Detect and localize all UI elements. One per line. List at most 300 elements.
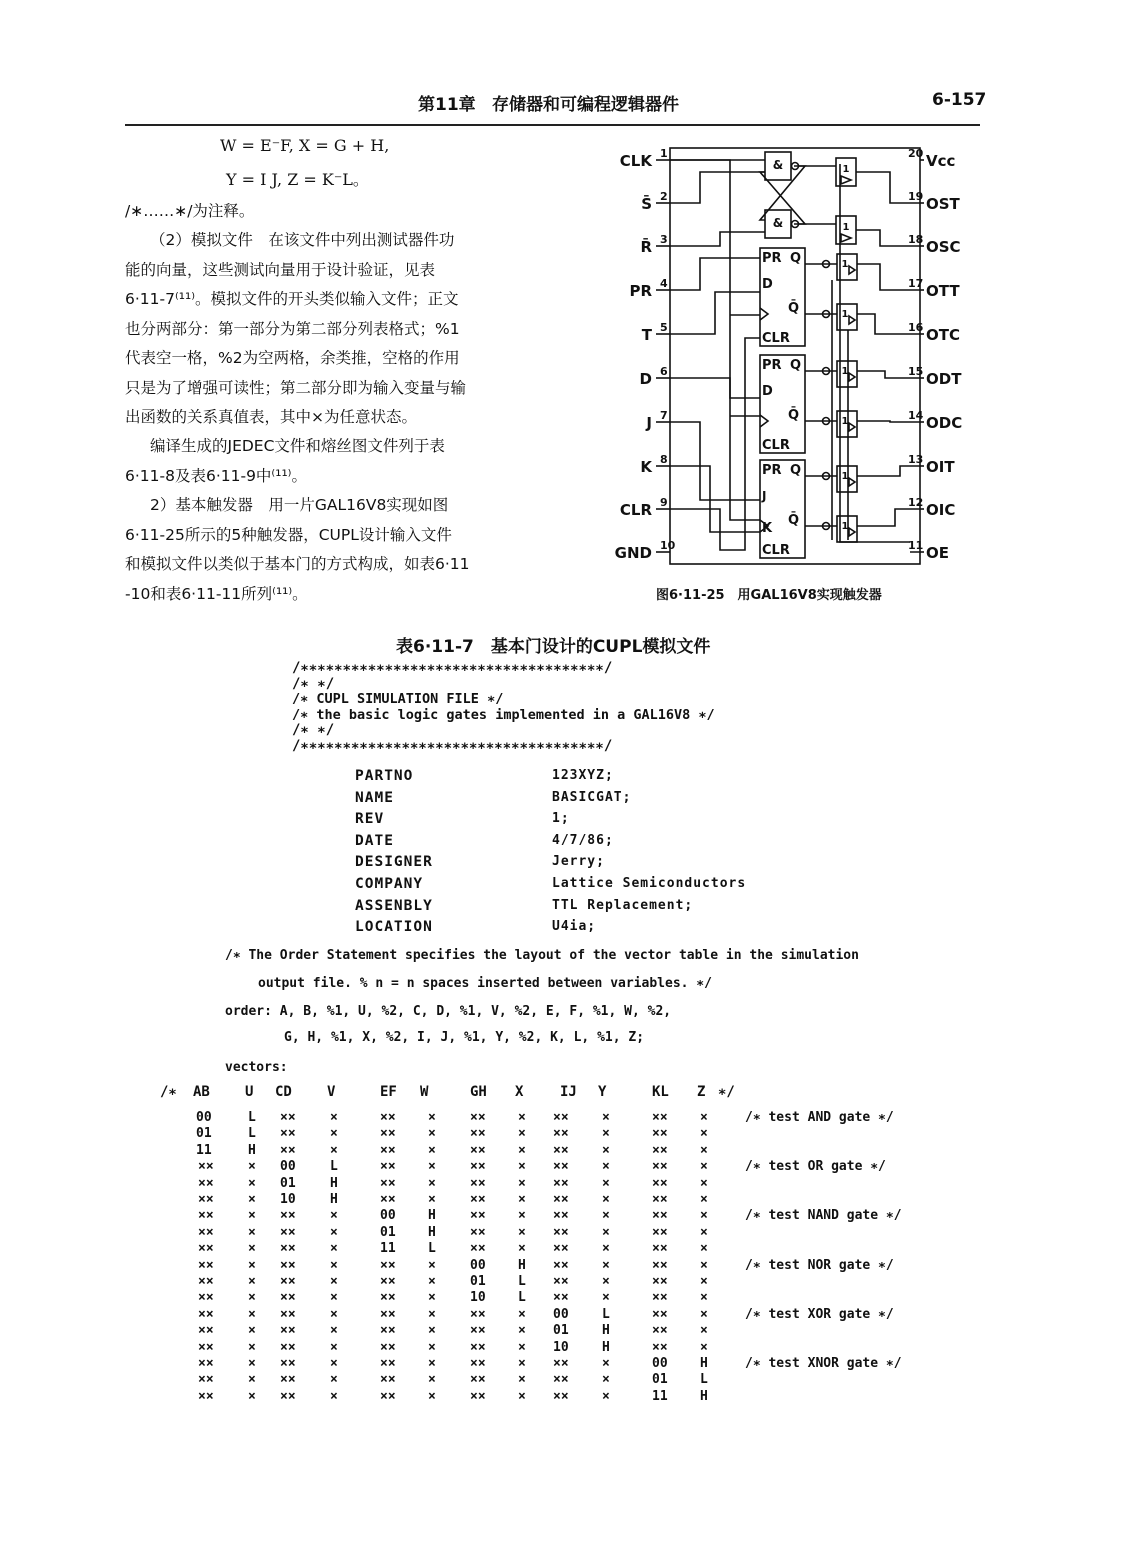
vector-cell: ×× — [652, 1290, 668, 1306]
vector-header-cell: GH — [470, 1084, 487, 1100]
vector-cell: × — [518, 1372, 526, 1388]
chapter-title: 存储器和可编程逻辑器件 — [492, 95, 679, 115]
vector-cell: ×× — [553, 1257, 569, 1273]
vector-cell: × — [700, 1290, 708, 1306]
vector-cell: L — [248, 1126, 256, 1142]
vector-cell: ×× — [198, 1175, 214, 1191]
vector-cell: × — [700, 1175, 708, 1191]
order-comment-line-2: output file. % n = n spaces inserted between variables. ∗/ — [258, 976, 712, 991]
vector-cell: 00 — [380, 1208, 396, 1224]
vector-cell: ×× — [280, 1257, 296, 1273]
pin-label: ODT — [926, 370, 962, 388]
vector-cell: ×× — [280, 1290, 296, 1306]
pin-label: CLK — [619, 152, 652, 170]
vector-cell: L — [248, 1110, 256, 1125]
pin-number: 5 — [660, 321, 668, 334]
field-value: 4/7/86; — [552, 832, 614, 848]
clock-triangle — [760, 308, 768, 320]
vector-cell: × — [330, 1110, 338, 1125]
vector-cell: ×× — [470, 1323, 486, 1339]
vector-cell: × — [330, 1274, 338, 1289]
vector-cell: ×× — [198, 1274, 214, 1289]
vector-cell: × — [428, 1192, 436, 1207]
header-box-line: /∗ the basic logic gates implemented in a GAL16V8 ∗/ — [292, 706, 715, 723]
vector-cell: × — [330, 1323, 338, 1339]
vector-cell: × — [700, 1306, 708, 1322]
vector-cell: ×× — [553, 1126, 569, 1142]
buffer-symbol: 1 — [841, 366, 849, 377]
page-number: 6-157 — [932, 90, 987, 110]
vector-cell: × — [248, 1339, 256, 1355]
field-value: BASICGAT; — [552, 789, 632, 805]
vector-cell: × — [428, 1274, 436, 1289]
vector-cell: ×× — [470, 1372, 486, 1388]
field-key: DESIGNER — [355, 854, 433, 871]
vector-cell: ×× — [380, 1356, 396, 1371]
field-value: TTL Replacement; — [552, 897, 694, 913]
paragraph-line: 6·11-8及表6·11-9中⁽¹¹⁾。 — [125, 466, 307, 485]
vector-cell: 01 — [280, 1175, 296, 1191]
vector-cell: 01 — [380, 1224, 396, 1240]
vector-cell: ×× — [380, 1192, 396, 1207]
gate-symbol: & — [772, 216, 784, 230]
vector-cell: ×× — [652, 1224, 668, 1240]
vector-cell: ×× — [652, 1306, 668, 1322]
vector-cell: × — [248, 1274, 256, 1289]
vector-cell: ×× — [652, 1159, 668, 1175]
paragraph-line: （2）模拟文件 在该文件中列出测试器件功 — [150, 231, 455, 249]
vector-cell: ×× — [198, 1257, 214, 1273]
vector-cell: × — [602, 1126, 610, 1142]
vector-cell: × — [330, 1372, 338, 1388]
table-title: 表6·11-7 基本门设计的CUPL模拟文件 — [396, 637, 711, 657]
buffer-symbol: 1 — [842, 164, 850, 175]
vector-header-cell: AB — [193, 1084, 210, 1100]
vector-header-cell: CD — [275, 1084, 292, 1100]
vector-header-cell: ∗/ — [718, 1084, 735, 1100]
vector-cell: × — [602, 1290, 610, 1306]
vector-cell: ×× — [198, 1388, 214, 1404]
vector-cell: ×× — [198, 1159, 214, 1175]
vector-cell: × — [428, 1159, 436, 1175]
ff-clr-label: CLR — [762, 543, 790, 558]
vector-header-cell: Y — [598, 1084, 607, 1100]
vector-cell: × — [248, 1175, 256, 1191]
vector-cell: × — [428, 1126, 436, 1142]
vector-cell: × — [248, 1372, 256, 1388]
vector-cell: 01 — [470, 1274, 486, 1289]
field-key: DATE — [355, 832, 394, 849]
vector-cell: L — [700, 1372, 708, 1388]
equation-line-2: Y = I J, Z = K⁻L。 — [226, 170, 369, 189]
pin-number: 9 — [660, 496, 668, 509]
paragraph-line: 2）基本触发器 用一片GAL16V8实现如图 — [150, 496, 449, 514]
vector-cell: ×× — [553, 1224, 569, 1240]
vector-cell: ×× — [470, 1126, 486, 1142]
vector-cell: × — [700, 1126, 708, 1142]
order-statement-line-2: G, H, %1, X, %2, I, J, %1, Y, %2, K, L, %1, Z; — [284, 1030, 645, 1045]
pin-number: 1 — [660, 147, 668, 160]
header-box-line: /∗ CUPL SIMULATION FILE ∗/ — [292, 691, 504, 707]
pin-number: 4 — [660, 277, 668, 290]
vector-cell: × — [518, 1356, 526, 1371]
vector-cell: 10 — [470, 1290, 486, 1306]
vector-cell: ×× — [280, 1274, 296, 1289]
vector-cell: ×× — [652, 1175, 668, 1191]
vector-header-cell: V — [327, 1084, 336, 1100]
vector-cell: × — [518, 1159, 526, 1175]
field-key: REV — [355, 811, 385, 828]
vector-cell: × — [700, 1339, 708, 1355]
gate-symbol: & — [772, 158, 784, 172]
vector-cell: ×× — [470, 1356, 486, 1371]
vector-cell: L — [518, 1274, 526, 1289]
pin-label: OIT — [926, 458, 955, 476]
buffer-triangle — [849, 373, 855, 381]
vector-cell: ×× — [553, 1192, 569, 1207]
vector-cell: ×× — [198, 1192, 214, 1207]
vector-cell: ×× — [198, 1208, 214, 1224]
pin-label: J — [646, 414, 652, 432]
vector-cell: × — [518, 1241, 526, 1257]
pin-number: 20 — [908, 147, 924, 160]
vector-header-cell: IJ — [560, 1084, 577, 1100]
vector-cell: × — [700, 1241, 708, 1257]
pin-label: OIC — [926, 501, 956, 519]
header-box-line: /∗ ∗/ — [292, 722, 335, 738]
vector-cell: H — [602, 1339, 610, 1355]
vector-cell: ×× — [652, 1142, 668, 1158]
vector-cell: × — [248, 1159, 256, 1175]
vector-cell: ×× — [198, 1306, 214, 1322]
vector-cell: H — [330, 1175, 338, 1191]
vector-cell: ×× — [470, 1388, 486, 1404]
vector-cell: × — [248, 1290, 256, 1306]
header-box-line: /∗∗∗∗∗∗∗∗∗∗∗∗∗∗∗∗∗∗∗∗∗∗∗∗∗∗∗∗∗∗∗∗∗∗∗∗/ — [292, 660, 613, 676]
ff-pr-label: PR — [762, 251, 782, 266]
paragraph-line: 6·11-25所示的5种触发器，CUPL设计输入文件 — [125, 525, 452, 544]
vector-cell: × — [330, 1356, 338, 1371]
pin-number: 13 — [908, 453, 924, 466]
vector-cell: × — [428, 1306, 436, 1322]
pin-label: OE — [926, 544, 949, 562]
pin-label: T — [641, 326, 652, 344]
vector-cell: × — [248, 1323, 256, 1339]
vector-header-cell: W — [420, 1084, 429, 1100]
vector-cell: ×× — [652, 1126, 668, 1142]
vector-cell: × — [602, 1192, 610, 1207]
gal16v8-flipflop-diagram — [600, 140, 995, 610]
vector-cell: 11 — [380, 1241, 396, 1257]
pin-label: R̄ — [640, 238, 652, 256]
buffer-triangle — [849, 528, 855, 536]
vector-cell: ×× — [652, 1110, 668, 1125]
pin-label: PR — [629, 282, 652, 300]
vector-cell: L — [602, 1306, 610, 1322]
vector-cell: × — [248, 1356, 256, 1371]
ff-qbar-label: Q̄ — [788, 513, 800, 528]
vector-cell: ×× — [470, 1224, 486, 1240]
ff-q-label: Q — [790, 251, 802, 266]
clock-triangle — [760, 415, 768, 427]
vector-cell: × — [428, 1290, 436, 1306]
vector-cell: 01 — [652, 1372, 668, 1388]
vector-cell: ×× — [198, 1356, 214, 1371]
pin-number: 2 — [660, 190, 668, 203]
vector-cell: ×× — [198, 1339, 214, 1355]
vector-cell: ×× — [280, 1356, 296, 1371]
field-key: LOCATION — [355, 919, 433, 936]
vector-cell: ×× — [470, 1175, 486, 1191]
pin-number: 17 — [908, 277, 924, 290]
vector-cell: ×× — [652, 1323, 668, 1339]
ff-q-label: Q — [790, 358, 802, 373]
vector-cell: 00 — [553, 1306, 569, 1322]
field-value: Lattice Semiconductors — [552, 876, 747, 891]
vector-cell: ×× — [280, 1208, 296, 1224]
chip-outline — [670, 148, 920, 564]
vector-cell: × — [330, 1126, 338, 1142]
vector-cell: × — [428, 1110, 436, 1125]
vector-cell: × — [700, 1110, 708, 1125]
vector-cell: × — [700, 1323, 708, 1339]
buffer-symbol: 1 — [841, 259, 849, 270]
pin-label: OTC — [926, 326, 960, 344]
vector-cell: 00 — [280, 1159, 296, 1175]
vector-header-cell: X — [515, 1084, 524, 1100]
field-value: U4ia; — [552, 919, 597, 935]
equation-line-1: W = E⁻F, X = G + H, — [220, 136, 390, 155]
vector-test-comment: /∗ test NOR gate ∗/ — [745, 1257, 894, 1273]
vector-cell: L — [330, 1159, 338, 1175]
pin-label: OST — [926, 195, 960, 213]
order-statement-line-1: order: A, B, %1, U, %2, C, D, %1, V, %2, E, F, %1, W, %2, — [225, 1004, 672, 1019]
vector-cell: × — [248, 1306, 256, 1322]
vector-test-comment: /∗ test AND gate ∗/ — [745, 1110, 894, 1125]
vector-cell: ×× — [380, 1290, 396, 1306]
vector-cell: ×× — [652, 1192, 668, 1207]
vector-cell: 00 — [196, 1110, 212, 1125]
vector-cell: ×× — [553, 1356, 569, 1371]
vector-cell: × — [602, 1274, 610, 1289]
ff-clr-label: CLR — [762, 331, 790, 346]
ff-pr-label: PR — [762, 358, 782, 373]
vector-cell: ×× — [553, 1241, 569, 1257]
vector-cell: ×× — [470, 1192, 486, 1207]
vector-cell: × — [428, 1356, 436, 1371]
vector-cell: × — [602, 1356, 610, 1371]
vector-cell: × — [248, 1257, 256, 1273]
vector-cell: ×× — [198, 1372, 214, 1388]
pin-label: K — [640, 458, 652, 476]
vector-cell: × — [602, 1241, 610, 1257]
pin-number: 8 — [660, 453, 668, 466]
chapter-label: 第11章 — [418, 95, 476, 115]
vector-cell: H — [518, 1257, 526, 1273]
header-box-line: /∗∗∗∗∗∗∗∗∗∗∗∗∗∗∗∗∗∗∗∗∗∗∗∗∗∗∗∗∗∗∗∗∗∗∗∗/ — [292, 737, 613, 754]
vector-cell: 01 — [553, 1323, 569, 1339]
paragraph-line: 代表空一格，%2为空两格，余类推，空格的作用 — [125, 349, 460, 367]
field-value: 1; — [552, 811, 570, 827]
vector-cell: ×× — [280, 1110, 296, 1125]
vector-cell: × — [602, 1257, 610, 1273]
vector-cell: × — [248, 1208, 256, 1224]
vector-cell: × — [602, 1175, 610, 1191]
vector-cell: × — [428, 1372, 436, 1388]
vector-cell: ×× — [198, 1323, 214, 1339]
vector-cell: ×× — [652, 1257, 668, 1273]
pin-number: 10 — [660, 539, 676, 552]
vector-cell: ×× — [198, 1290, 214, 1306]
vector-cell: ×× — [280, 1306, 296, 1322]
ff-qbar-label: Q̄ — [788, 408, 800, 423]
pin-label: GND — [614, 544, 652, 562]
vector-cell: ×× — [280, 1323, 296, 1339]
buffer-symbol: 1 — [841, 309, 849, 320]
figure-caption: 图6·11-25 用GAL16V8实现触发器 — [656, 588, 882, 603]
vector-cell: × — [518, 1126, 526, 1142]
vector-cell: × — [518, 1306, 526, 1322]
pin-number: 18 — [908, 233, 924, 246]
vector-cell: × — [330, 1142, 338, 1158]
comment-note: /∗……∗/为注释。 — [125, 202, 255, 220]
vector-cell: × — [700, 1224, 708, 1240]
header-rule — [125, 124, 980, 126]
vector-cell: ×× — [652, 1208, 668, 1224]
vector-cell: ×× — [652, 1339, 668, 1355]
vector-cell: × — [330, 1290, 338, 1306]
paragraph-line: 6·11-7⁽¹¹⁾。模拟文件的开头类似输入文件；正文 — [125, 290, 459, 308]
vector-cell: × — [428, 1257, 436, 1273]
buffer-symbol: 1 — [841, 416, 849, 427]
vector-cell: ×× — [380, 1323, 396, 1339]
field-value: 123XYZ; — [552, 768, 614, 783]
vector-cell: ×× — [470, 1241, 486, 1257]
vector-test-comment: /∗ test NAND gate ∗/ — [745, 1208, 902, 1224]
vector-header-cell: /∗ — [160, 1084, 177, 1100]
field-value: Jerry; — [552, 854, 605, 870]
ff-q-label: Q — [790, 463, 802, 478]
vector-cell: × — [428, 1175, 436, 1191]
vector-cell: L — [428, 1241, 436, 1257]
vector-cell: ×× — [470, 1339, 486, 1355]
ff-pr-label: PR — [762, 463, 782, 478]
vector-cell: ×× — [198, 1224, 214, 1240]
vector-test-comment: /∗ test XNOR gate ∗/ — [745, 1356, 902, 1371]
vector-cell: × — [330, 1339, 338, 1355]
vector-cell: ×× — [380, 1257, 396, 1273]
vector-cell: ×× — [380, 1274, 396, 1289]
order-comment-line-1: /∗ The Order Statement specifies the layout of the vector table in the simulation — [225, 948, 859, 963]
pin-number: 12 — [908, 496, 924, 509]
pin-number: 15 — [908, 365, 924, 378]
vector-cell: ×× — [652, 1274, 668, 1289]
pin-number: 19 — [908, 190, 924, 203]
buffer-triangle — [841, 176, 851, 184]
vector-header-cell: Z — [697, 1084, 706, 1100]
paragraph-line: -10和表6·11-11所列⁽¹¹⁾。 — [125, 584, 308, 603]
vector-cell: × — [700, 1208, 708, 1224]
field-key: NAME — [355, 789, 394, 806]
vector-cell: × — [700, 1192, 708, 1207]
pin-label: Vcc — [926, 152, 956, 170]
vector-cell: 10 — [280, 1192, 296, 1207]
vector-cell: 11 — [196, 1142, 212, 1158]
paragraph-line: 编译生成的JEDEC文件和熔丝图文件列于表 — [150, 437, 445, 455]
vector-cell: H — [700, 1388, 708, 1404]
pin-label: OTT — [926, 282, 960, 300]
vector-cell: H — [602, 1323, 610, 1339]
vector-cell: × — [518, 1323, 526, 1339]
pin-number: 16 — [908, 321, 924, 334]
vector-cell: 00 — [652, 1356, 668, 1371]
vector-cell: × — [700, 1159, 708, 1175]
vector-cell: ×× — [380, 1175, 396, 1191]
ff-d-label: D — [762, 384, 773, 399]
vector-cell: ×× — [652, 1241, 668, 1257]
vector-cell: ×× — [380, 1110, 396, 1125]
vector-cell: ×× — [380, 1126, 396, 1142]
vector-cell: ×× — [280, 1224, 296, 1240]
paragraph-line: 也分两部分：第一部分为第二部分列表格式；%1 — [125, 319, 460, 338]
vector-cell: ×× — [470, 1159, 486, 1175]
pin-number: 14 — [908, 409, 924, 422]
vector-cell: × — [518, 1388, 526, 1404]
vector-cell: ×× — [280, 1339, 296, 1355]
vector-cell: × — [428, 1388, 436, 1404]
vector-cell: ×× — [380, 1142, 396, 1158]
vector-cell: ×× — [470, 1208, 486, 1224]
pin-number: 6 — [660, 365, 668, 378]
vector-cell: ×× — [380, 1372, 396, 1388]
vector-cell: ×× — [470, 1110, 486, 1125]
oe-wires — [832, 164, 910, 542]
vector-cell: ×× — [553, 1388, 569, 1404]
vector-cell: ×× — [470, 1306, 486, 1322]
vector-cell: H — [700, 1356, 708, 1371]
vector-cell: × — [700, 1274, 708, 1289]
vector-cell: × — [330, 1224, 338, 1240]
vector-cell: ×× — [198, 1241, 214, 1257]
vector-test-comment: /∗ test XOR gate ∗/ — [745, 1306, 894, 1322]
vector-cell: ×× — [553, 1110, 569, 1125]
input-wires — [670, 258, 760, 550]
vector-cell: × — [518, 1192, 526, 1207]
vector-cell: ×× — [553, 1159, 569, 1175]
vector-cell: × — [700, 1142, 708, 1158]
buffer-triangle — [849, 266, 855, 274]
vector-cell: ×× — [280, 1241, 296, 1257]
buffer-triangle — [849, 316, 855, 324]
vector-cell: ×× — [553, 1274, 569, 1289]
vector-cell: × — [248, 1241, 256, 1257]
pin-label: ODC — [926, 414, 963, 432]
vector-cell: × — [518, 1175, 526, 1191]
vector-cell: ×× — [280, 1388, 296, 1404]
vector-cell: × — [518, 1110, 526, 1125]
buffer-triangle — [849, 478, 855, 486]
paragraph-line: 和模拟文件以类似于基本门的方式构成，如表6·11 — [125, 555, 470, 573]
vector-cell: ×× — [553, 1372, 569, 1388]
vector-cell: × — [248, 1224, 256, 1240]
pin-label: S̄ — [641, 195, 652, 213]
vector-cell: ×× — [380, 1159, 396, 1175]
vector-cell: × — [602, 1142, 610, 1158]
vector-cell: ×× — [380, 1388, 396, 1404]
header-box-line: /∗ ∗/ — [292, 675, 335, 692]
vector-cell: × — [602, 1159, 610, 1175]
vector-cell: × — [248, 1388, 256, 1404]
